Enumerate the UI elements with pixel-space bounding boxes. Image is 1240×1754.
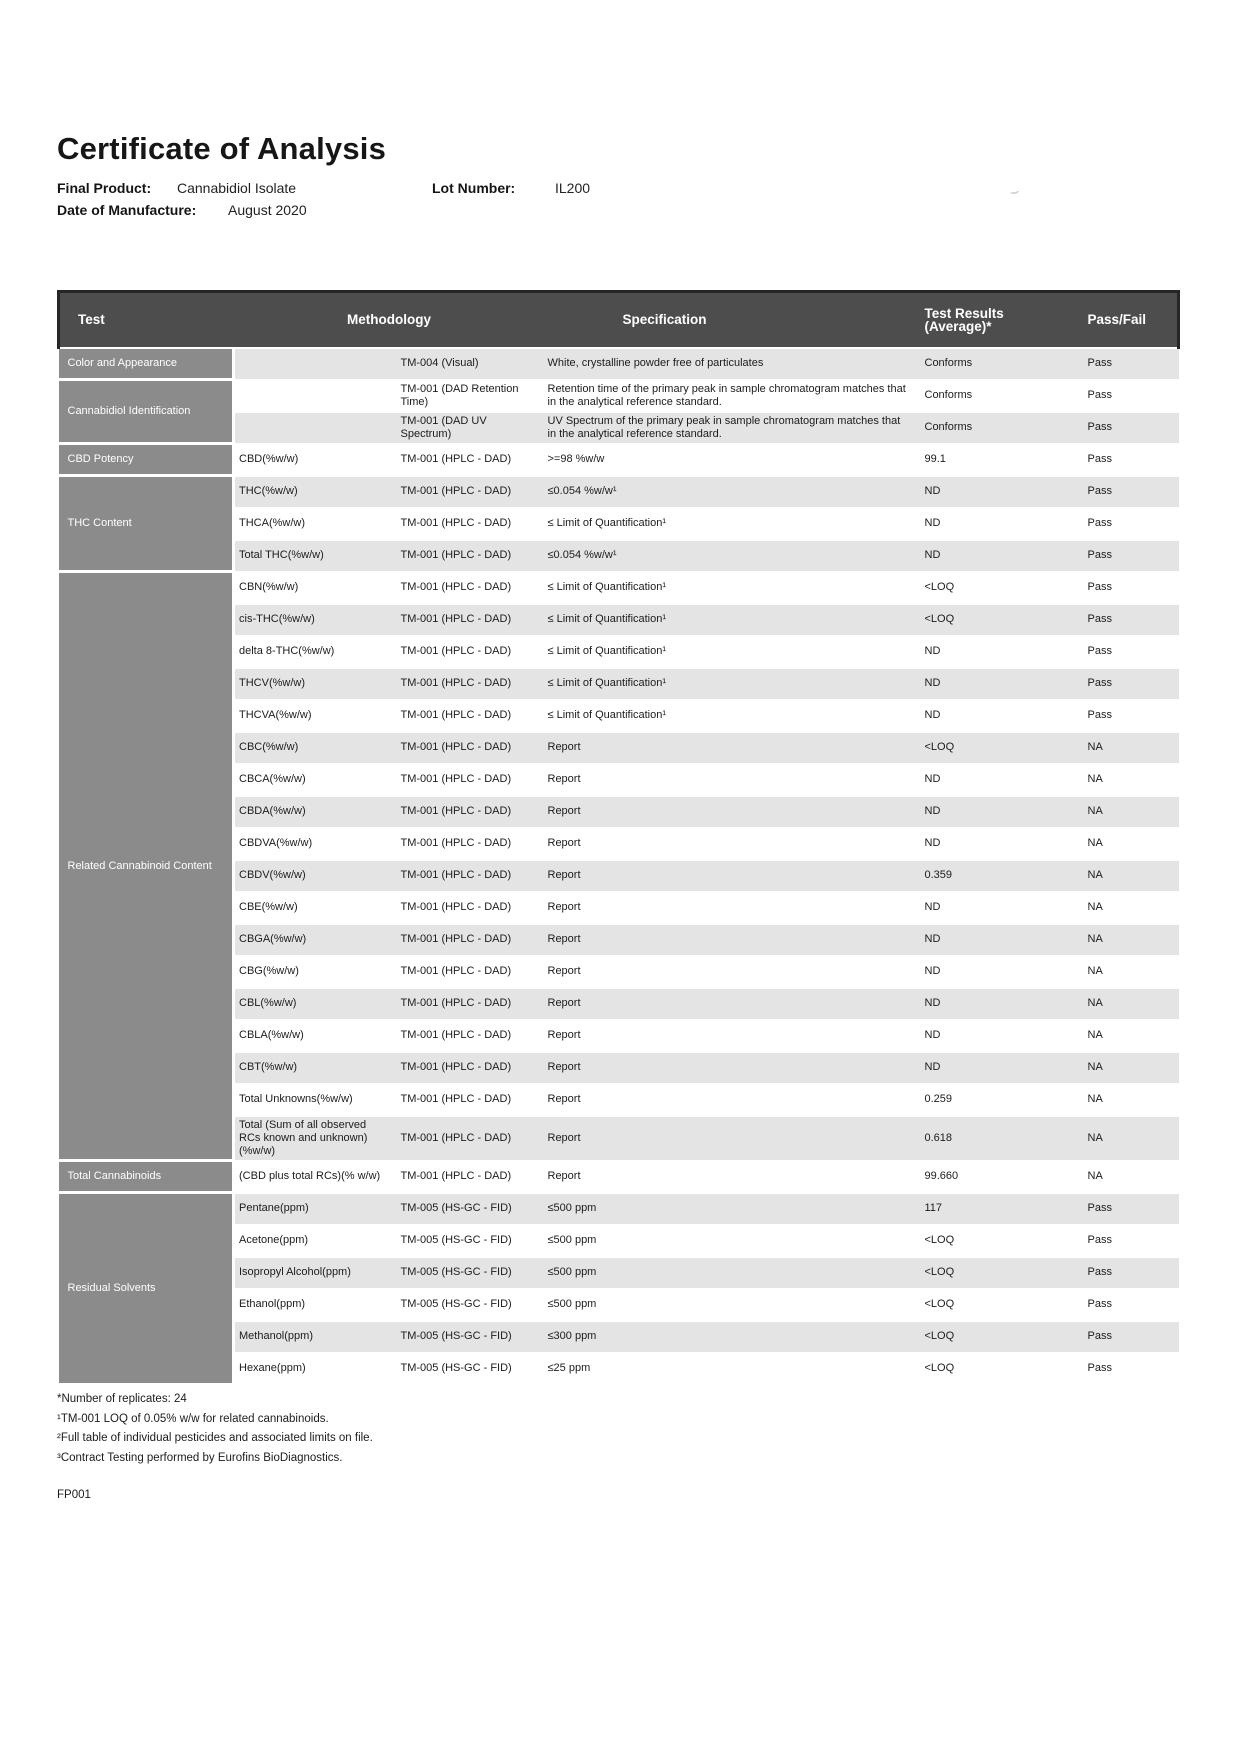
footnote-pesticides: ²Full table of individual pesticides and associated limits on file.	[57, 1432, 373, 1444]
spec-cell: ≤500 ppm	[545, 1225, 922, 1257]
passfail-cell: NA	[1080, 1052, 1179, 1084]
method-cell: TM-001 (HPLC - DAD)	[397, 444, 545, 476]
spec-cell: Report	[545, 1084, 922, 1116]
passfail-cell: Pass	[1080, 476, 1179, 508]
result-cell: 0.259	[922, 1084, 1080, 1116]
analyte-cell: THCV(%w/w)	[234, 668, 397, 700]
method-cell: TM-001 (HPLC - DAD)	[397, 860, 545, 892]
spec-cell: ≤500 ppm	[545, 1289, 922, 1321]
passfail-cell: NA	[1080, 1161, 1179, 1193]
analyte-cell: CBN(%w/w)	[234, 572, 397, 604]
test-group-label: CBD Potency	[59, 444, 234, 476]
analyte-cell: Total (Sum of all observed RCs known and unknown) (%w/w)	[234, 1116, 397, 1161]
spec-cell: Report	[545, 892, 922, 924]
table-row	[59, 380, 1179, 412]
result-cell: 99.1	[922, 444, 1080, 476]
column-header-methodology: Methodology	[234, 292, 545, 348]
method-cell: TM-001 (HPLC - DAD)	[397, 604, 545, 636]
method-cell: TM-001 (HPLC - DAD)	[397, 796, 545, 828]
analyte-cell: THCVA(%w/w)	[234, 700, 397, 732]
footnote-loq: ¹TM-001 LOQ of 0.05% w/w for related cannabinoids.	[57, 1412, 329, 1425]
spec-cell: UV Spectrum of the primary peak in sample chromatogram matches that in the analytical reference standard.	[545, 412, 922, 444]
method-cell: TM-001 (HPLC - DAD)	[397, 828, 545, 860]
result-cell: ND	[922, 700, 1080, 732]
method-cell: TM-004 (Visual)	[397, 348, 545, 380]
table-row	[59, 476, 1179, 508]
passfail-cell: Pass	[1080, 668, 1179, 700]
test-group-label: Related Cannabinoid Content	[59, 572, 234, 1161]
final-product-label: Final Product:	[57, 180, 152, 196]
method-cell: TM-001 (HPLC - DAD)	[397, 1116, 545, 1161]
footnotes	[57, 1393, 1177, 1465]
passfail-cell: Pass	[1080, 604, 1179, 636]
spec-cell: Retention time of the primary peak in sample chromatogram matches that in the analytical reference standard.	[545, 380, 922, 412]
result-cell: ND	[922, 540, 1080, 572]
form-number: FP001	[57, 1488, 91, 1501]
result-cell: ND	[922, 1020, 1080, 1052]
column-header-pass-fail: Pass/Fail	[1080, 292, 1179, 348]
method-cell: TM-001 (HPLC - DAD)	[397, 1084, 545, 1116]
passfail-cell: NA	[1080, 956, 1179, 988]
result-cell: ND	[922, 1052, 1080, 1084]
spec-cell: ≤ Limit of Quantification¹	[545, 668, 922, 700]
spec-cell: ≤500 ppm	[545, 1193, 922, 1225]
analyte-cell: Methanol(ppm)	[234, 1321, 397, 1353]
passfail-cell: Pass	[1080, 1353, 1179, 1385]
table-row	[59, 444, 1179, 476]
spec-cell: ≤ Limit of Quantification¹	[545, 700, 922, 732]
meta-row-2	[57, 202, 1177, 224]
result-cell: ND	[922, 636, 1080, 668]
analyte-cell: CBDVA(%w/w)	[234, 828, 397, 860]
test-group-label: THC Content	[59, 476, 234, 572]
coa-results-table	[57, 290, 1180, 1386]
result-cell: Conforms	[922, 348, 1080, 380]
passfail-cell: NA	[1080, 796, 1179, 828]
result-cell: ND	[922, 892, 1080, 924]
analyte-cell: CBD(%w/w)	[234, 444, 397, 476]
result-cell: ND	[922, 796, 1080, 828]
method-cell: TM-001 (HPLC - DAD)	[397, 892, 545, 924]
spec-cell: Report	[545, 1052, 922, 1084]
passfail-cell: NA	[1080, 892, 1179, 924]
spec-cell: White, crystalline powder free of particulates	[545, 348, 922, 380]
passfail-cell: NA	[1080, 828, 1179, 860]
result-cell: Conforms	[922, 412, 1080, 444]
analyte-cell: Acetone(ppm)	[234, 1225, 397, 1257]
spec-cell: >=98 %w/w	[545, 444, 922, 476]
method-cell: TM-005 (HS-GC - FID)	[397, 1289, 545, 1321]
result-cell: 0.618	[922, 1116, 1080, 1161]
table-header	[59, 292, 1179, 348]
result-cell: <LOQ	[922, 572, 1080, 604]
method-cell: TM-001 (HPLC - DAD)	[397, 1020, 545, 1052]
method-cell: TM-001 (HPLC - DAD)	[397, 1052, 545, 1084]
analyte-cell: Total THC(%w/w)	[234, 540, 397, 572]
result-cell: ND	[922, 764, 1080, 796]
method-cell: TM-001 (HPLC - DAD)	[397, 572, 545, 604]
method-cell: TM-001 (HPLC - DAD)	[397, 700, 545, 732]
analyte-cell: Isopropyl Alcohol(ppm)	[234, 1257, 397, 1289]
method-cell: TM-001 (HPLC - DAD)	[397, 956, 545, 988]
result-cell: <LOQ	[922, 732, 1080, 764]
passfail-cell: Pass	[1080, 444, 1179, 476]
method-cell: TM-001 (DAD Retention Time)	[397, 380, 545, 412]
passfail-cell: NA	[1080, 924, 1179, 956]
table-row	[59, 348, 1179, 380]
method-cell: TM-001 (HPLC - DAD)	[397, 1161, 545, 1193]
analyte-cell: CBL(%w/w)	[234, 988, 397, 1020]
passfail-cell: NA	[1080, 732, 1179, 764]
passfail-cell: Pass	[1080, 636, 1179, 668]
method-cell: TM-005 (HS-GC - FID)	[397, 1321, 545, 1353]
spec-cell: ≤0.054 %w/w¹	[545, 540, 922, 572]
lot-number-label: Lot Number:	[432, 180, 516, 196]
analyte-cell: Total Unknowns(%w/w)	[234, 1084, 397, 1116]
analyte-cell: Hexane(ppm)	[234, 1353, 397, 1385]
method-cell: TM-001 (HPLC - DAD)	[397, 540, 545, 572]
method-cell: TM-005 (HS-GC - FID)	[397, 1353, 545, 1385]
spec-cell: Report	[545, 924, 922, 956]
analyte-cell: THC(%w/w)	[234, 476, 397, 508]
spec-cell: Report	[545, 956, 922, 988]
spec-cell: Report	[545, 988, 922, 1020]
result-cell: 117	[922, 1193, 1080, 1225]
passfail-cell: Pass	[1080, 572, 1179, 604]
method-cell: TM-001 (HPLC - DAD)	[397, 764, 545, 796]
table-header-row	[59, 292, 1179, 348]
spec-cell: ≤ Limit of Quantification¹	[545, 572, 922, 604]
result-cell: <LOQ	[922, 1353, 1080, 1385]
result-cell: <LOQ	[922, 1289, 1080, 1321]
result-cell: ND	[922, 956, 1080, 988]
result-cell: ND	[922, 668, 1080, 700]
date-of-manufacture-label: Date of Manufacture:	[57, 202, 197, 218]
final-product-value: Cannabidiol Isolate	[177, 180, 297, 196]
passfail-cell: Pass	[1080, 1257, 1179, 1289]
analyte-cell: Ethanol(ppm)	[234, 1289, 397, 1321]
spec-cell: Report	[545, 764, 922, 796]
analyte-cell: CBDA(%w/w)	[234, 796, 397, 828]
analyte-cell: CBG(%w/w)	[234, 956, 397, 988]
result-cell: 0.359	[922, 860, 1080, 892]
test-group-label: Cannabidiol Identification	[59, 380, 234, 444]
result-cell: 99.660	[922, 1161, 1080, 1193]
test-group-label: Total Cannabinoids	[59, 1161, 234, 1193]
analyte-cell	[234, 348, 397, 380]
passfail-cell: Pass	[1080, 1321, 1179, 1353]
test-group-label: Color and Appearance	[59, 348, 234, 380]
passfail-cell: Pass	[1080, 700, 1179, 732]
passfail-cell: Pass	[1080, 540, 1179, 572]
analyte-cell: CBCA(%w/w)	[234, 764, 397, 796]
footnote-replicates: *Number of replicates: 24	[57, 1393, 187, 1405]
spec-cell: ≤300 ppm	[545, 1321, 922, 1353]
lot-number-value: IL200	[555, 180, 591, 196]
passfail-cell: NA	[1080, 1020, 1179, 1052]
method-cell: TM-001 (HPLC - DAD)	[397, 476, 545, 508]
passfail-cell: NA	[1080, 988, 1179, 1020]
analyte-cell: cis-THC(%w/w)	[234, 604, 397, 636]
passfail-cell: Pass	[1080, 1289, 1179, 1321]
column-header-specification: Specification	[545, 292, 922, 348]
test-group-label: Residual Solvents	[59, 1193, 234, 1385]
method-cell: TM-001 (DAD UV Spectrum)	[397, 412, 545, 444]
passfail-cell: Pass	[1080, 1193, 1179, 1225]
spec-cell: Report	[545, 1020, 922, 1052]
analyte-cell: delta 8-THC(%w/w)	[234, 636, 397, 668]
spec-cell: ≤500 ppm	[545, 1257, 922, 1289]
coa-table-body	[59, 348, 1179, 1385]
result-cell: <LOQ	[922, 1225, 1080, 1257]
method-cell: TM-001 (HPLC - DAD)	[397, 508, 545, 540]
footnote-contract-testing: ³Contract Testing performed by Eurofins BioDiagnostics.	[57, 1451, 343, 1464]
spec-cell: ≤ Limit of Quantification¹	[545, 636, 922, 668]
result-cell: <LOQ	[922, 604, 1080, 636]
result-cell: ND	[922, 476, 1080, 508]
analyte-cell: (CBD plus total RCs)(% w/w)	[234, 1161, 397, 1193]
passfail-cell: NA	[1080, 764, 1179, 796]
passfail-cell: NA	[1080, 860, 1179, 892]
method-cell: TM-001 (HPLC - DAD)	[397, 636, 545, 668]
spec-cell: ≤0.054 %w/w¹	[545, 476, 922, 508]
page-title: Certificate of Analysis	[57, 131, 387, 166]
table-row	[59, 1161, 1179, 1193]
analyte-cell: CBDV(%w/w)	[234, 860, 397, 892]
analyte-cell	[234, 380, 397, 412]
method-cell: TM-005 (HS-GC - FID)	[397, 1257, 545, 1289]
result-cell: ND	[922, 828, 1080, 860]
result-cell: ND	[922, 508, 1080, 540]
passfail-cell: Pass	[1080, 508, 1179, 540]
result-cell: <LOQ	[922, 1321, 1080, 1353]
analyte-cell: Pentane(ppm)	[234, 1193, 397, 1225]
method-cell: TM-001 (HPLC - DAD)	[397, 988, 545, 1020]
method-cell: TM-001 (HPLC - DAD)	[397, 924, 545, 956]
method-cell: TM-005 (HS-GC - FID)	[397, 1193, 545, 1225]
spec-cell: Report	[545, 1116, 922, 1161]
passfail-cell: NA	[1080, 1116, 1179, 1161]
analyte-cell: CBGA(%w/w)	[234, 924, 397, 956]
column-header-test-results: Test Results (Average)*	[922, 292, 1080, 348]
analyte-cell: CBLA(%w/w)	[234, 1020, 397, 1052]
result-cell: Conforms	[922, 380, 1080, 412]
spec-cell: ≤ Limit of Quantification¹	[545, 508, 922, 540]
analyte-cell	[234, 412, 397, 444]
spec-cell: Report	[545, 732, 922, 764]
analyte-cell: CBT(%w/w)	[234, 1052, 397, 1084]
result-cell: <LOQ	[922, 1257, 1080, 1289]
spec-cell: ≤ Limit of Quantification¹	[545, 604, 922, 636]
meta-row-1	[57, 180, 1177, 202]
method-cell: TM-001 (HPLC - DAD)	[397, 732, 545, 764]
spec-cell: Report	[545, 828, 922, 860]
table-row	[59, 1193, 1179, 1225]
passfail-cell: Pass	[1080, 348, 1179, 380]
analyte-cell: CBE(%w/w)	[234, 892, 397, 924]
spec-cell: Report	[545, 1161, 922, 1193]
spec-cell: Report	[545, 796, 922, 828]
passfail-cell: Pass	[1080, 412, 1179, 444]
passfail-cell: Pass	[1080, 380, 1179, 412]
result-cell: ND	[922, 924, 1080, 956]
table-row	[59, 572, 1179, 604]
analyte-cell: CBC(%w/w)	[234, 732, 397, 764]
result-cell: ND	[922, 988, 1080, 1020]
spec-cell: ≤25 ppm	[545, 1353, 922, 1385]
passfail-cell: NA	[1080, 1084, 1179, 1116]
column-header-test: Test	[59, 292, 234, 348]
method-cell: TM-005 (HS-GC - FID)	[397, 1225, 545, 1257]
product-meta	[57, 180, 1177, 224]
date-of-manufacture-value: August 2020	[228, 202, 307, 218]
spec-cell: Report	[545, 860, 922, 892]
analyte-cell: THCA(%w/w)	[234, 508, 397, 540]
method-cell: TM-001 (HPLC - DAD)	[397, 668, 545, 700]
passfail-cell: Pass	[1080, 1225, 1179, 1257]
